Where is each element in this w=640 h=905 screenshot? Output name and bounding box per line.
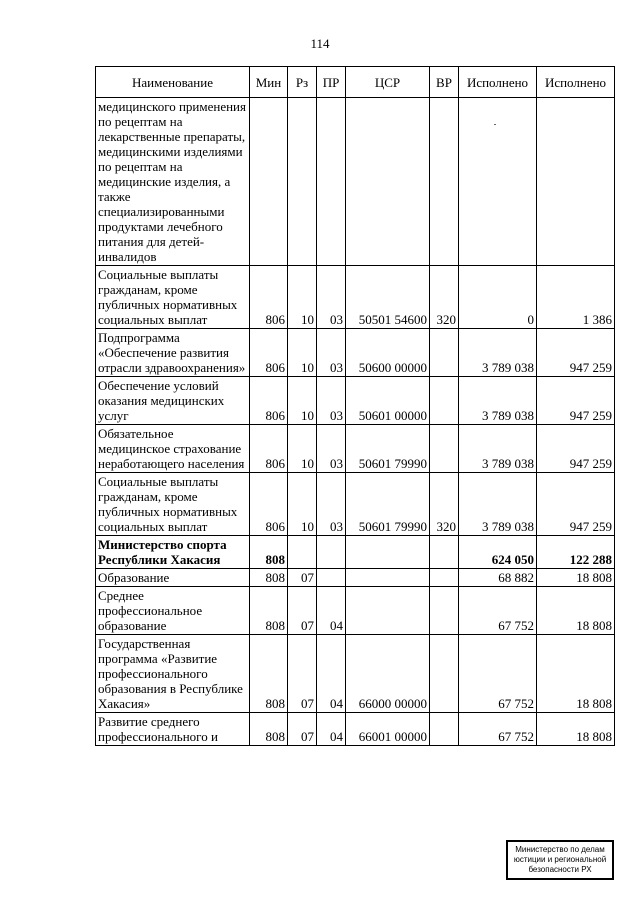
table-row — [96, 266, 615, 329]
table-header-row — [96, 67, 615, 98]
cell-ispolneno2: 18 808 — [537, 713, 615, 746]
cell-vr — [430, 377, 459, 425]
cell-ispolneno1: 3 789 038 — [459, 377, 537, 425]
cell-rz: 10 — [288, 266, 317, 329]
cell-name: медицинского применения по рецептам на лекарственные препараты, медицинскими изделиями по рецептам на медицинские изделия, а также специализированными продуктами лечебного питания для детей-инвалидов — [96, 98, 250, 266]
cell-csr: 50601 79990 — [346, 473, 430, 536]
cell-name: Образование — [96, 569, 250, 587]
cell-rz — [288, 536, 317, 569]
cell-pr — [317, 569, 346, 587]
cell-min: 808 — [250, 569, 288, 587]
cell-min: 808 — [250, 587, 288, 635]
registration-stamp — [506, 840, 614, 880]
budget-table — [95, 66, 615, 746]
cell-ispolneno1 — [459, 98, 537, 266]
header-rz: Рз — [288, 67, 317, 98]
cell-csr: 50501 54600 — [346, 266, 430, 329]
table-row — [96, 569, 615, 587]
header-name: Наименование — [96, 67, 250, 98]
cell-rz: 10 — [288, 473, 317, 536]
cell-ispolneno2: 1 386 — [537, 266, 615, 329]
cell-pr: 04 — [317, 587, 346, 635]
cell-min: 806 — [250, 266, 288, 329]
cell-csr — [346, 536, 430, 569]
cell-pr: 03 — [317, 266, 346, 329]
table-row — [96, 587, 615, 635]
cell-ispolneno1: 3 789 038 — [459, 425, 537, 473]
stamp-line-2: юстиции и региональной — [513, 855, 607, 864]
cell-csr — [346, 587, 430, 635]
cell-min: 806 — [250, 473, 288, 536]
cell-ispolneno2: 18 808 — [537, 569, 615, 587]
cell-rz: 07 — [288, 569, 317, 587]
cell-pr: 04 — [317, 635, 346, 713]
cell-vr — [430, 713, 459, 746]
cell-ispolneno1: 68 882 — [459, 569, 537, 587]
header-ispolneno-1: Исполнено — [459, 67, 537, 98]
header-csr: ЦСР — [346, 67, 430, 98]
cell-ispolneno1: 0 — [459, 266, 537, 329]
cell-ispolneno2 — [537, 98, 615, 266]
cell-rz: 07 — [288, 713, 317, 746]
cell-vr — [430, 329, 459, 377]
cell-pr: 03 — [317, 377, 346, 425]
cell-rz: 07 — [288, 587, 317, 635]
cell-rz: 10 — [288, 377, 317, 425]
cell-name: Министерство спорта Республики Хакасия — [96, 536, 250, 569]
table-row — [96, 536, 615, 569]
cell-name: Социальные выплаты гражданам, кроме публичных нормативных социальных выплат — [96, 266, 250, 329]
cell-name: Обязательное медицинское страхование неработающего населения — [96, 425, 250, 473]
cell-min: 808 — [250, 635, 288, 713]
cell-vr — [430, 425, 459, 473]
cell-ispolneno1: 624 050 — [459, 536, 537, 569]
cell-csr — [346, 569, 430, 587]
cell-ispolneno1: 67 752 — [459, 587, 537, 635]
cell-name: Среднее профессиональное образование — [96, 587, 250, 635]
cell-vr: 320 — [430, 473, 459, 536]
cell-pr: 03 — [317, 473, 346, 536]
cell-min: 808 — [250, 713, 288, 746]
cell-min: 806 — [250, 425, 288, 473]
cell-ispolneno1: 67 752 — [459, 635, 537, 713]
cell-ispolneno2: 18 808 — [537, 635, 615, 713]
header-vr: ВР — [430, 67, 459, 98]
table-row — [96, 377, 615, 425]
cell-csr — [346, 98, 430, 266]
cell-name: Развитие среднего профессионального и — [96, 713, 250, 746]
cell-pr: 03 — [317, 425, 346, 473]
cell-name: Обеспечение условий оказания медицинских услуг — [96, 377, 250, 425]
cell-vr — [430, 635, 459, 713]
cell-pr — [317, 536, 346, 569]
cell-csr: 66001 00000 — [346, 713, 430, 746]
page-number: 114 — [310, 36, 330, 51]
cell-ispolneno2: 947 259 — [537, 425, 615, 473]
cell-vr: 320 — [430, 266, 459, 329]
header-pr: ПР — [317, 67, 346, 98]
cell-csr: 66000 00000 — [346, 635, 430, 713]
stamp-line-1: Министерство по делам — [515, 845, 605, 854]
cell-ispolneno2: 947 259 — [537, 377, 615, 425]
table-row — [96, 425, 615, 473]
table-body — [96, 98, 615, 746]
cell-csr: 50600 00000 — [346, 329, 430, 377]
stamp-line-3: безопасности РХ — [528, 865, 592, 874]
cell-ispolneno2: 122 288 — [537, 536, 615, 569]
cell-rz: 07 — [288, 635, 317, 713]
cell-name: Государственная программа «Развитие профессионального образования в Республике Хакасия» — [96, 635, 250, 713]
cell-ispolneno1: 3 789 038 — [459, 473, 537, 536]
cell-rz: 10 — [288, 329, 317, 377]
cell-min: 806 — [250, 377, 288, 425]
cell-name: Подпрограмма «Обеспечение развития отрасли здравоохранения» — [96, 329, 250, 377]
table-row — [96, 713, 615, 746]
cell-ispolneno2: 947 259 — [537, 329, 615, 377]
header-ispolneno-2: Исполнено — [537, 67, 615, 98]
cell-vr — [430, 536, 459, 569]
table-row — [96, 329, 615, 377]
cell-min: 806 — [250, 329, 288, 377]
table-row — [96, 473, 615, 536]
cell-rz — [288, 98, 317, 266]
cell-vr — [430, 98, 459, 266]
cell-pr: 04 — [317, 713, 346, 746]
table-row — [96, 635, 615, 713]
cell-vr — [430, 587, 459, 635]
cell-name: Социальные выплаты гражданам, кроме публичных нормативных социальных выплат — [96, 473, 250, 536]
cell-csr: 50601 00000 — [346, 377, 430, 425]
header-min: Мин — [250, 67, 288, 98]
cell-csr: 50601 79990 — [346, 425, 430, 473]
cell-min — [250, 98, 288, 266]
cell-ispolneno1: 3 789 038 — [459, 329, 537, 377]
cell-ispolneno2: 947 259 — [537, 473, 615, 536]
cell-ispolneno1: 67 752 — [459, 713, 537, 746]
cell-pr — [317, 98, 346, 266]
cell-vr — [430, 569, 459, 587]
cell-ispolneno2: 18 808 — [537, 587, 615, 635]
table-row — [96, 98, 615, 266]
cell-pr: 03 — [317, 329, 346, 377]
cell-min: 808 — [250, 536, 288, 569]
cell-rz: 10 — [288, 425, 317, 473]
